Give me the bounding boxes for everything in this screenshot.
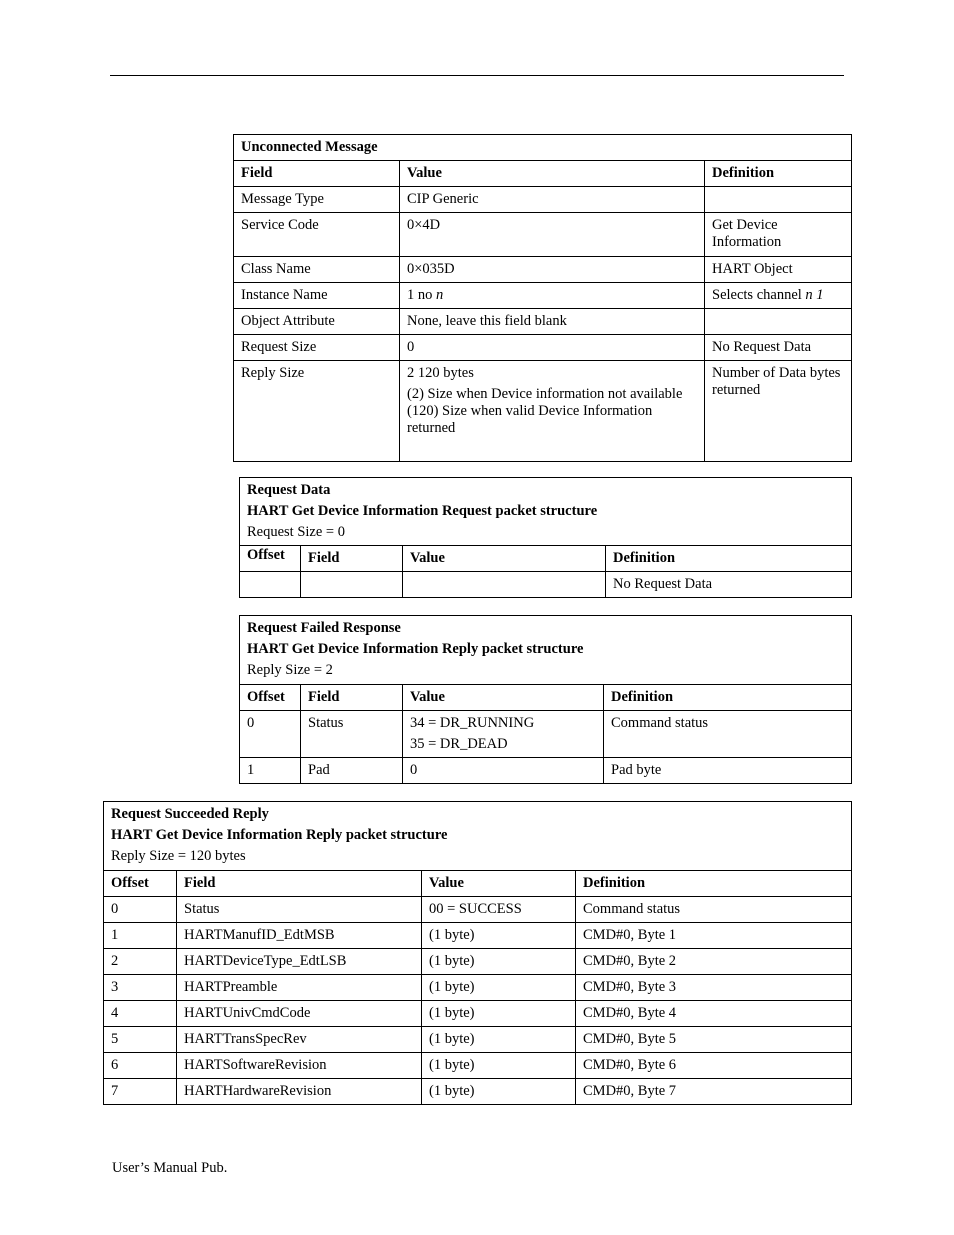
table-title: Request Failed Response xyxy=(247,620,401,636)
table-row xyxy=(240,758,852,784)
table-title: Request Data xyxy=(247,482,331,498)
value-text: 1 no xyxy=(407,287,436,303)
offset-cell: 6 xyxy=(104,1053,177,1079)
value-cell xyxy=(400,283,705,309)
header-rule xyxy=(110,75,844,76)
definition-cell: Pad byte xyxy=(604,758,852,784)
field-cell: HARTTransSpecRev xyxy=(177,1027,422,1053)
definition-cell: CMD#0, Byte 6 xyxy=(576,1053,852,1079)
table-row xyxy=(104,1001,852,1027)
value-variable: n xyxy=(436,287,444,303)
column-header: Definition xyxy=(604,685,852,711)
definition-cell: CMD#0, Byte 5 xyxy=(576,1027,852,1053)
table-row xyxy=(240,711,852,758)
value-line: (2) Size when Device information not available xyxy=(407,386,683,402)
field-cell: Status xyxy=(301,711,403,758)
table-row xyxy=(234,257,852,283)
table-subtitle: HART Get Device Information Reply packet structure xyxy=(247,641,584,657)
column-header: Offset xyxy=(104,871,177,897)
offset-cell: 0 xyxy=(240,711,301,758)
field-cell: Instance Name xyxy=(234,283,400,309)
table-row xyxy=(234,283,852,309)
table-row xyxy=(234,335,852,361)
definition-cell: Number of Data bytes returned xyxy=(705,361,852,462)
value-cell: (1 byte) xyxy=(422,1053,576,1079)
table-header-block xyxy=(240,478,852,546)
column-header: Definition xyxy=(576,871,852,897)
field-cell xyxy=(301,572,403,598)
table-row xyxy=(240,572,852,598)
field-cell: HARTPreamble xyxy=(177,975,422,1001)
value-line: 35 = DR_DEAD xyxy=(410,736,508,752)
request-failed-table xyxy=(239,615,852,784)
definition-variable: n 1 xyxy=(805,287,824,303)
offset-cell: 1 xyxy=(104,923,177,949)
column-header: Definition xyxy=(606,546,852,572)
field-cell: HARTSoftwareRevision xyxy=(177,1053,422,1079)
table-row xyxy=(234,213,852,257)
table-header-block xyxy=(104,802,852,871)
value-cell xyxy=(400,361,705,462)
offset-cell: 7 xyxy=(104,1079,177,1105)
value-line: (120) Size when valid Device Information returned xyxy=(407,403,653,436)
field-cell: Class Name xyxy=(234,257,400,283)
table-title: Unconnected Message xyxy=(234,135,852,161)
definition-cell: Get Device Information xyxy=(705,213,852,257)
table-row xyxy=(104,923,852,949)
value-cell: 0×4D xyxy=(400,213,705,257)
value-cell: (1 byte) xyxy=(422,975,576,1001)
offset-cell: 3 xyxy=(104,975,177,1001)
field-cell: Message Type xyxy=(234,187,400,213)
column-header: Value xyxy=(403,685,604,711)
definition-cell: CMD#0, Byte 2 xyxy=(576,949,852,975)
field-cell: Service Code xyxy=(234,213,400,257)
offset-cell: 5 xyxy=(104,1027,177,1053)
column-header: Field xyxy=(234,161,400,187)
table-size: Reply Size = 120 bytes xyxy=(111,848,246,864)
definition-cell: Command status xyxy=(576,897,852,923)
table-title: Request Succeeded Reply xyxy=(111,806,269,822)
value-cell xyxy=(403,711,604,758)
field-cell: Status xyxy=(177,897,422,923)
field-cell: HARTManufID_EdtMSB xyxy=(177,923,422,949)
table-subtitle: HART Get Device Information Request packet structure xyxy=(247,503,598,519)
definition-cell: No Request Data xyxy=(705,335,852,361)
value-cell: 0 xyxy=(403,758,604,784)
field-cell: Pad xyxy=(301,758,403,784)
column-header: Definition xyxy=(705,161,852,187)
offset-cell: 0 xyxy=(104,897,177,923)
definition-cell: CMD#0, Byte 4 xyxy=(576,1001,852,1027)
offset-cell: 2 xyxy=(104,949,177,975)
definition-cell: CMD#0, Byte 3 xyxy=(576,975,852,1001)
definition-cell xyxy=(705,187,852,213)
value-cell: (1 byte) xyxy=(422,949,576,975)
value-cell: 00 = SUCCESS xyxy=(422,897,576,923)
table-size: Reply Size = 2 xyxy=(247,662,333,678)
request-succeeded-table xyxy=(103,801,852,1105)
offset-cell xyxy=(240,572,301,598)
value-cell: (1 byte) xyxy=(422,1001,576,1027)
value-cell: CIP Generic xyxy=(400,187,705,213)
value-line: 34 = DR_RUNNING xyxy=(410,715,535,731)
definition-cell: CMD#0, Byte 1 xyxy=(576,923,852,949)
column-header: Field xyxy=(301,546,403,572)
table-row xyxy=(234,187,852,213)
column-header: Field xyxy=(301,685,403,711)
field-cell: HARTUnivCmdCode xyxy=(177,1001,422,1027)
definition-cell: No Request Data xyxy=(606,572,852,598)
definition-cell: Command status xyxy=(604,711,852,758)
table-row xyxy=(104,949,852,975)
value-cell: None, leave this field blank xyxy=(400,309,705,335)
table-row xyxy=(104,975,852,1001)
value-line: 2 120 bytes xyxy=(407,365,474,381)
field-cell: Reply Size xyxy=(234,361,400,462)
page-footer: User’s Manual Pub. xyxy=(112,1160,228,1176)
table-row xyxy=(104,1053,852,1079)
offset-cell: 4 xyxy=(104,1001,177,1027)
unconnected-message-table xyxy=(233,134,852,462)
value-cell: 0 xyxy=(400,335,705,361)
definition-cell xyxy=(705,283,852,309)
definition-text: Selects channel xyxy=(712,287,806,303)
field-cell: HARTHardwareRevision xyxy=(177,1079,422,1105)
definition-cell: CMD#0, Byte 7 xyxy=(576,1079,852,1105)
column-header: Offset xyxy=(240,685,301,711)
table-subtitle: HART Get Device Information Reply packet structure xyxy=(111,827,448,843)
table-row xyxy=(104,1079,852,1105)
offset-cell: 1 xyxy=(240,758,301,784)
table-header-block xyxy=(240,616,852,685)
field-cell: Request Size xyxy=(234,335,400,361)
request-data-table xyxy=(239,477,852,598)
field-cell: Object Attribute xyxy=(234,309,400,335)
table-row xyxy=(104,897,852,923)
table-row xyxy=(234,361,852,462)
table-row xyxy=(234,309,852,335)
table-row xyxy=(104,1027,852,1053)
value-cell: 0×035D xyxy=(400,257,705,283)
value-cell: (1 byte) xyxy=(422,923,576,949)
column-header: Field xyxy=(177,871,422,897)
field-cell: HARTDeviceType_EdtLSB xyxy=(177,949,422,975)
column-header: Value xyxy=(400,161,705,187)
definition-cell xyxy=(705,309,852,335)
column-header: Offset xyxy=(240,546,301,572)
value-cell: (1 byte) xyxy=(422,1079,576,1105)
value-cell: (1 byte) xyxy=(422,1027,576,1053)
column-header: Value xyxy=(403,546,606,572)
value-cell xyxy=(403,572,606,598)
table-size: Request Size = 0 xyxy=(247,524,345,540)
definition-cell: HART Object xyxy=(705,257,852,283)
column-header: Value xyxy=(422,871,576,897)
